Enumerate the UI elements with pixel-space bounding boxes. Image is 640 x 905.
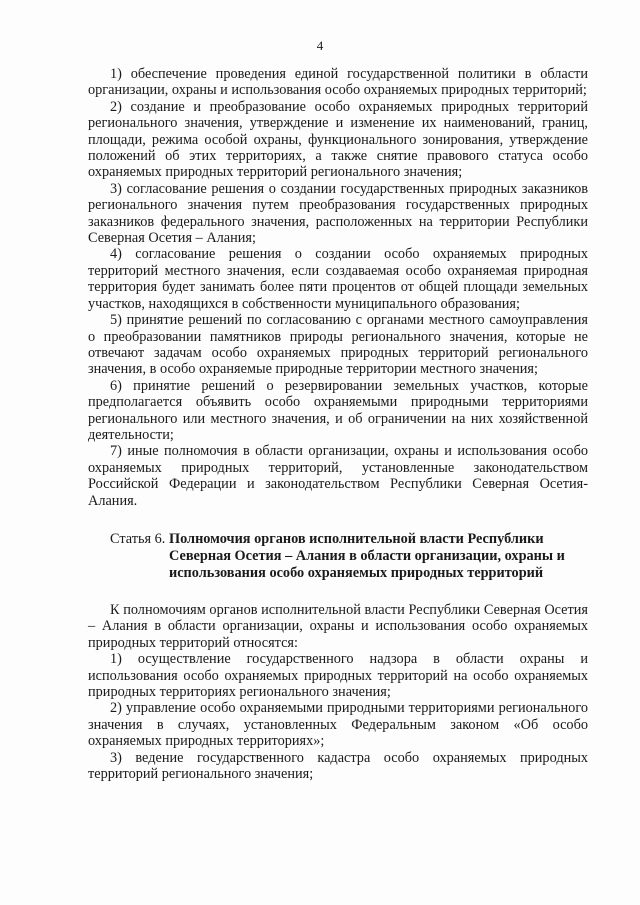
article-label: Статья 6. (110, 530, 166, 547)
document-body (88, 66, 588, 782)
list-item: 1) осуществление государственного надзора в области охраны и использования особо охраняемых природных территорий на особо охраняемых природных территориях регионального значения; (88, 651, 588, 700)
list-item: 1) обеспечение проведения единой государственной политики в области организации, охраны и использования особо охраняемых природных территорий; (88, 66, 588, 99)
list-item: 4) согласование решения о создании особо охраняемых природных территорий местного значения, если создаваемая особо охраняемая природная территория будет занимать более пяти процентов от общей площади земельных участков, находящихся в собственности муниципального образования; (88, 246, 588, 312)
list-item: 5) принятие решений по согласованию с органами местного самоуправления о преобразовании памятников природы регионального значения, которые не отвечают задачам особо охраняемых природных территорий регионального значения, в особо охраняемые природные территории местного значения; (88, 312, 588, 378)
list-item: 7) иные полномочия в области организации, охраны и использования особо охраняемых природных территорий, установленные законодательством Российской Федерации и законодательством Республики Северная Осетия-Алания. (88, 443, 588, 509)
list-item: 6) принятие решений о резервировании земельных участков, которые предполагается объявить особо охраняемыми природными территориями регионального или местного значения, и об ограничении на них хозяйственной деятельности; (88, 377, 588, 443)
list-item: 3) ведение государственного кадастра особо охраняемых природных территорий регионального значения; (88, 749, 588, 783)
article-title: Полномочия органов исполнительной власти Республики Северная Осетия – Алания в области организации, охраны и использования особо охраняемых природных территорий (168, 530, 565, 581)
page-number: 4 (316, 38, 324, 53)
list-item: 3) согласование решения о создании государственных природных заказников регионального значения путем преобразования государственных природных заказников федерального значения, расположенных на территории Республики Северная Осетия – Алания; (88, 180, 588, 247)
intro-paragraph: К полномочиям органов исполнительной власти Республики Северная Осетия – Алания в области организации, охраны и использования особо охраняемых природных территорий относятся: (88, 601, 588, 651)
list-item: 2) управление особо охраняемыми природными территориями регионального значения в случаях, установленных Федеральным законом «Об особо охраняемых природных территориях»; (88, 700, 588, 750)
list-item: 2) создание и преобразование особо охраняемых природных территорий регионального значения, утверждение и изменение их наименований, границ, площади, режима особой охраны, функционального зонирования, утверждение положений об этих территориях, а также снятие правового статуса особо охраняемых природных территорий регионального значения; (88, 98, 588, 181)
article-heading (88, 531, 588, 582)
